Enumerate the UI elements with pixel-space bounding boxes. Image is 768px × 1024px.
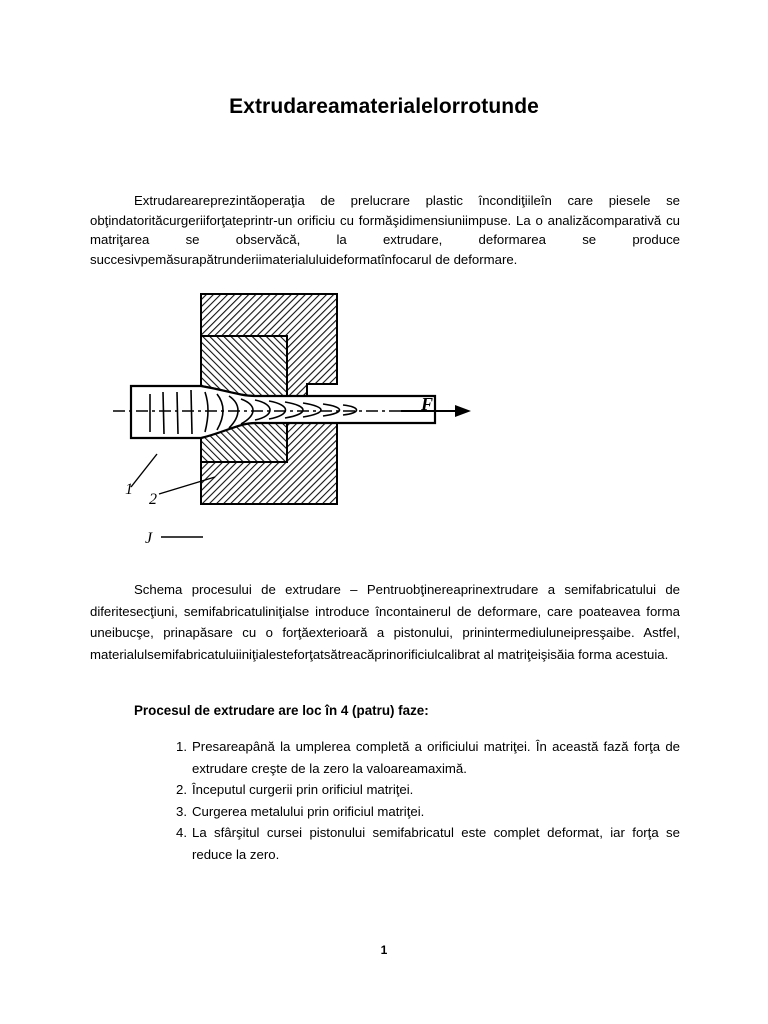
- page-title: Extrudareamaterialelorrotunde: [229, 95, 539, 118]
- extrusion-diagram: [105, 282, 485, 572]
- intro-paragraph-text: Extrudareareprezintăoperaţia de prelucrare plastic încondiţiileîn care piesele se obţindatorităcurgeriiforţateprintr-un orificiu cu formăşidimensiuniimpuse. La o analizăcomparativă cu matriţarea se observăcă, la extrudare, deformarea se produce succesivpemăsurapătrunderiimaterialuluideformatînfocarul de deformare.: [90, 193, 680, 267]
- label-die: 2: [149, 491, 157, 508]
- list-item: 4. La sfârşitul cursei pistonului semifabricatul este complet deformat, iar forţa se reduce la zero.: [176, 825, 680, 862]
- label-container: J: [145, 530, 153, 547]
- list-item: 3. Curgerea metalului prin orificiul matriţei.: [176, 803, 425, 819]
- die-upper: [201, 336, 287, 396]
- schema-paragraph-text: Schema procesului de extrudare – Pentruobţinereaprinextrudare a semifabricatului de diferitesecţiuni, semifabricatuliniţialse introduce încontainerul de deformare, care poateavea forma uneibucşe, prinapăsare cu o forţăexterioară a pistonului, prinintermediuluneipresşaibe. Astfel, materialulsemifabricatuluiiniţialesteforţatsătreacăprinorificiulcalibrat al matriţeişisăia forma acestuia.: [90, 582, 680, 662]
- phases-heading: Procesul de extrudare are loc în 4 (patru) faze:: [134, 703, 429, 718]
- list-item: 1. Presareapână la umplerea completă a orificiului matriţei. În această fază forţa de extrudare creşte de la zero la valoareamaximă.: [176, 739, 680, 776]
- intro-paragraph: [90, 191, 680, 269]
- page-number: 1: [380, 943, 388, 957]
- list-item: 2. Începutul curgerii prin orificiul matriţei.: [176, 782, 414, 797]
- force-label: F: [421, 394, 434, 414]
- phases-list: [150, 736, 680, 865]
- label-workpiece: 1: [125, 481, 133, 498]
- schema-paragraph: [90, 579, 680, 665]
